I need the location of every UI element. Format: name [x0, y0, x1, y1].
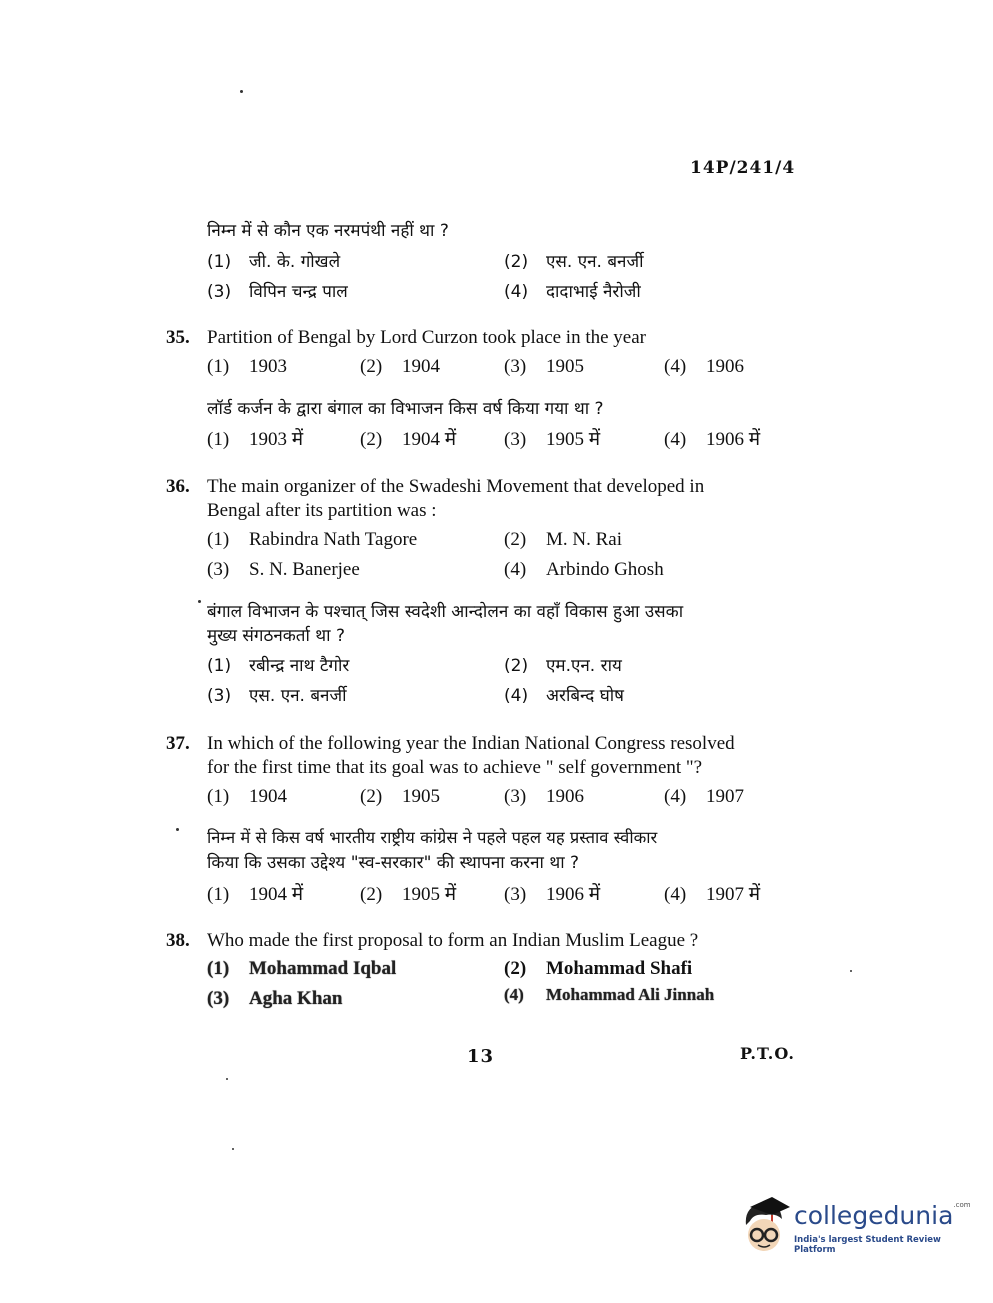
scan-speck: [176, 828, 179, 831]
option-2-hindi: (2) 1904 में: [360, 429, 457, 450]
option-4-hindi: (4) 1906 में: [664, 429, 761, 450]
question-number: 37.: [166, 733, 190, 754]
option-1-hindi: (1) 1904 में: [207, 884, 304, 905]
option-4: (4) दादाभाई नैरोजी: [504, 282, 641, 302]
option-4-hindi: (4) अरबिन्द घोष: [504, 686, 625, 706]
question-text-hindi-line-2: किया कि उसका उद्देश्य "स्व-सरकार" की स्थापना करना था ?: [207, 853, 580, 873]
question-number: 35.: [166, 327, 190, 348]
option-3-hindi: (3) एस. एन. बनर्जी: [207, 686, 347, 706]
question-text-line-1: In which of the following year the Indian National Congress resolved: [207, 733, 735, 754]
option-4: (4) Mohammad Ali Jinnah: [504, 985, 715, 1004]
option-2: (2) M. N. Rai: [504, 529, 622, 550]
question-text: निम्न में से कौन एक नरमपंथी नहीं था ?: [207, 221, 449, 241]
option-2: (2) Mohammad Shafi: [504, 958, 693, 979]
scan-speck: [198, 600, 201, 603]
scan-speck: [240, 90, 243, 93]
question-text-line-2: Bengal after its partition was :: [207, 500, 437, 521]
brand-tagline: India's largest Student Review Platform: [794, 1235, 941, 1255]
brand-name: collegedunia$^{.com}$: [794, 1201, 971, 1230]
option-3-hindi: (3) 1906 में: [504, 884, 601, 905]
question-text-line-2: for the first time that its goal was to achieve " self government "?: [207, 757, 703, 778]
option-3: (3) 1905: [504, 356, 584, 377]
question-text-hindi-line-1: बंगाल विभाजन के पश्चात् जिस स्वदेशी आन्दोलन का वहाँ विकास हुआ उसका: [207, 602, 684, 622]
mascot-icon: [736, 1195, 792, 1259]
option-4: (4) 1906: [664, 356, 744, 377]
option-3: (3) 1906: [504, 786, 584, 807]
question-text-hindi: लॉर्ड कर्जन के द्वारा बंगाल का विभाजन किस वर्ष किया गया था ?: [207, 399, 604, 419]
pto-label: P.T.O.: [740, 1044, 795, 1063]
question-text-hindi-line-2: मुख्य संगठनकर्ता था ?: [207, 626, 345, 646]
option-1: (1) Rabindra Nath Tagore: [207, 529, 418, 550]
scan-speck: [850, 970, 852, 972]
option-4: (4) 1907: [664, 786, 744, 807]
option-2: (2) 1905: [360, 786, 440, 807]
question-text: Who made the first proposal to form an Indian Muslim League ?: [207, 930, 699, 951]
option-1: (1) Mohammad Iqbal: [207, 958, 397, 979]
option-2-hindi: (2) एम.एन. राय: [504, 656, 622, 676]
scan-speck: [226, 1078, 228, 1080]
option-1: (1) 1903: [207, 356, 287, 377]
page-number: 13: [467, 1046, 495, 1067]
option-4-hindi: (4) 1907 में: [664, 884, 761, 905]
paper-code: 14P/241/4: [690, 158, 796, 178]
option-3: (3) विपिन चन्द्र पाल: [207, 282, 348, 302]
option-1: (1) जी. के. गोखले: [207, 252, 341, 272]
option-2-hindi: (2) 1905 में: [360, 884, 457, 905]
option-3-hindi: (3) 1905 में: [504, 429, 601, 450]
option-2: (2) एस. एन. बनर्जी: [504, 252, 644, 272]
question-text: Partition of Bengal by Lord Curzon took place in the year: [207, 327, 646, 348]
question-text-hindi-line-1: निम्न में से किस वर्ष भारतीय राष्ट्रीय कांग्रेस ने पहले पहल यह प्रस्ताव स्वीकार: [207, 828, 658, 847]
option-1: (1) 1904: [207, 786, 287, 807]
option-1-hindi: (1) 1903 में: [207, 429, 304, 450]
scan-speck: [232, 1148, 234, 1150]
option-3: (3) Agha Khan: [207, 988, 343, 1009]
collegedunia-logo: [736, 1195, 971, 1265]
option-2: (2) 1904: [360, 356, 440, 377]
option-4: (4) Arbindo Ghosh: [504, 559, 664, 580]
option-1-hindi: (1) रबीन्द्र नाथ टैगोर: [207, 656, 350, 676]
option-3: (3) S. N. Banerjee: [207, 559, 360, 580]
question-number: 36.: [166, 476, 190, 497]
question-text-line-1: The main organizer of the Swadeshi Movement that developed in: [207, 476, 705, 497]
question-number: 38.: [166, 930, 190, 951]
